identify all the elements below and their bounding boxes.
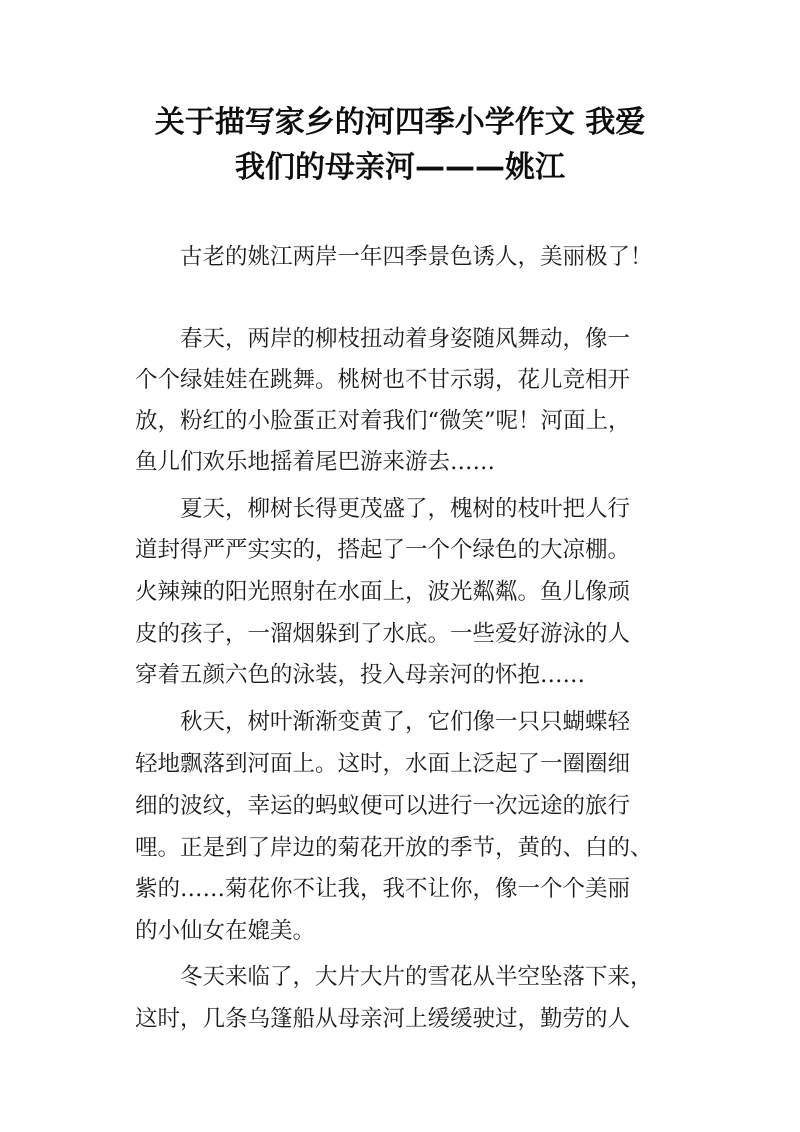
paragraph-autumn-line: 紫的……菊花你不让我，我不让你，像一个个美丽 [135,876,631,902]
paragraph-autumn-line: 轻地飘落到河面上。这时，水面上泛起了一圈圈细 [135,751,631,777]
document-title-line-2: 我们的母亲河———姚江 [235,150,565,185]
paragraph-summer-line: 道封得严严实实的，搭起了一个个绿色的大凉棚。 [135,537,631,563]
paragraph-summer-line: 皮的孩子，一溜烟躲到了水底。一些爱好游泳的人 [135,621,631,647]
paragraph-summer-line: 夏天，柳树长得更茂盛了，槐树的枝叶把人行 [180,496,631,522]
paragraph-summer-line: 火辣辣的阳光照射在水面上，波光粼粼。鱼儿像顽 [135,579,631,605]
paragraph-spring-line: 鱼儿们欢乐地摇着尾巴游来游去…… [135,449,496,475]
paragraph-summer-line: 穿着五颜六色的泳装，投入母亲河的怀抱…… [135,662,586,688]
paragraph-autumn-line: 的小仙女在媲美。 [135,918,316,944]
paragraph-autumn-line: 细的波纹，幸运的蚂蚁便可以进行一次远途的旅行 [135,793,631,819]
paragraph-spring-line: 春天，两岸的柳枝扭动着身姿随风舞动，像一 [180,326,631,352]
paragraph-autumn-line: 哩。正是到了岸边的菊花开放的季节，黄的、白的、 [135,835,653,861]
paragraph-spring-line: 放，粉红的小脸蛋正对着我们“微笑”呢！河面上， [135,408,631,434]
paragraph-winter-line: 冬天来临了，大片大片的雪花从半空坠落下来， [180,964,653,990]
paragraph-intro-line: 古老的姚江两岸一年四季景色诱人，美丽极了！ [180,244,653,270]
paragraph-spring-line: 个个绿娃娃在跳舞。桃树也不甘示弱，花儿竞相开 [135,367,631,393]
paragraph-winter-line: 这时，几条乌篷船从母亲河上缓缓驶过，勤劳的人 [135,1006,631,1032]
paragraph-autumn-line: 秋天，树叶渐渐变黄了，它们像一只只蝴蝶轻 [180,709,631,735]
document-title-line-1: 关于描写家乡的河四季小学作文 我爱 [154,105,646,140]
